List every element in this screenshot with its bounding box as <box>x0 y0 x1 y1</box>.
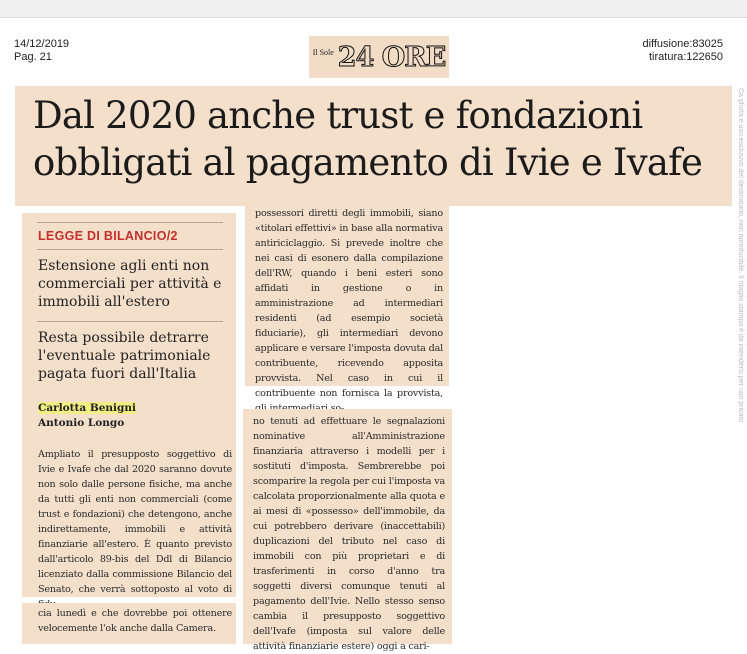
headline-line-1: Dal 2020 anche trust e fondazioni <box>33 94 643 137</box>
side-copyright-notice <box>733 88 745 644</box>
article-body-col2-bottom: no tenuti ad effettuare le segnalazioni nominative all'Amministrazione finanziaria attraverso i modelli per i sostituti d'imposta. Sembrerebbe poi scomparire la regola per cui l'imposta va calcolata proporzionalmente alla quota e ai mesi di «possesso» dell'immobile, da cui potrebbero derivare (inaccettabili) duplicazioni del tributo nel caso di immobili con più proprietari e di trasferimenti in corso d'anno tra soggetti diversi comunque tenuti al pagamento dell'Ivie. Nello stesso senso cambia il presupposto soggettivo dell'Ivafe (imposta sul valore delle attività finanziarie estere) oggi a cari- <box>253 416 445 652</box>
clipping-meta-left <box>14 38 69 64</box>
subhead-2: Resta possibile detrarre l'eventuale patrimoniale pagata fuori dall'Italia <box>38 330 211 382</box>
date-text: 14/12/2019 <box>14 38 70 50</box>
article-body-col2-top: possessori diretti degli immobili, siano «titolari effettivi» in base alla normativa antiriciclaggio. Si prevede inoltre che nei casi di esonero dalla compilazione dell'RW, quando i beni esteri sono affidati in gestione o in amministrazione ad intermediari residenti (ad esempio società fiduciarie), gli intermediari devono applicare e versare l'imposta dovuta dal contribuente, ricevendo apposita provvista. Nel caso in cui il contribuente non fornisca la provvista, <box>255 208 443 399</box>
page-number: Pag. 21 <box>14 51 52 63</box>
headline-line-2: obbligati al pagamento di Ivie e Ivafe <box>33 141 703 184</box>
author-1: Carlotta Benigni <box>38 402 136 414</box>
divider <box>37 249 223 250</box>
clipping-meta-right <box>642 38 723 64</box>
section-label: LEGGE DI BILANCIO/2 <box>38 229 178 243</box>
divider <box>37 222 223 223</box>
divider <box>37 321 223 322</box>
logo-small-text: Il Sole <box>312 47 334 57</box>
sidebar-column <box>22 213 236 597</box>
column-2-bottom <box>243 409 452 652</box>
authors <box>38 401 136 431</box>
author-2: Antonio Longo <box>38 417 125 429</box>
browser-top-strip <box>0 0 747 18</box>
logo-big-text: 24 ORE <box>337 41 446 73</box>
side-notice-text: Ca gfurta e uso esclusivo del destinatario, non riproducibile. Il ritaglio stampa è da intendersi per uso privato <box>737 88 744 423</box>
subhead-1: Estensione agli enti non commerciali per attività e immobili all'estero <box>38 258 222 310</box>
article-body-col1-cont: cia lunedì e che dovrebbe poi ottenere velocemente l'ok anche dalla Camera. <box>38 608 232 634</box>
column-1-continuation <box>22 603 236 644</box>
headline-box <box>15 86 732 206</box>
diffusione-text: diffusione:83025 <box>642 38 723 50</box>
article-body-col1: Ampliato il presupposto soggettivo di Ivie e Ivafe che dal 2020 saranno dovute non solo dalle persone fisiche, ma anche da tutti gli enti non commerciali (come trust e fondazioni) che detengono, anche indirettamente, immobili e attività finanziarie all'estero. È quanto previsto dall'articolo 89-bis del Ddl di Bilancio licenziato dalla commissione Bilancio del Senato, che verrà sottoposto al voto di <box>38 449 232 595</box>
article-headline <box>33 92 733 186</box>
tiratura-text: tiratura:122650 <box>649 51 723 63</box>
newspaper-logo <box>309 36 449 78</box>
column-2-top <box>245 205 449 399</box>
